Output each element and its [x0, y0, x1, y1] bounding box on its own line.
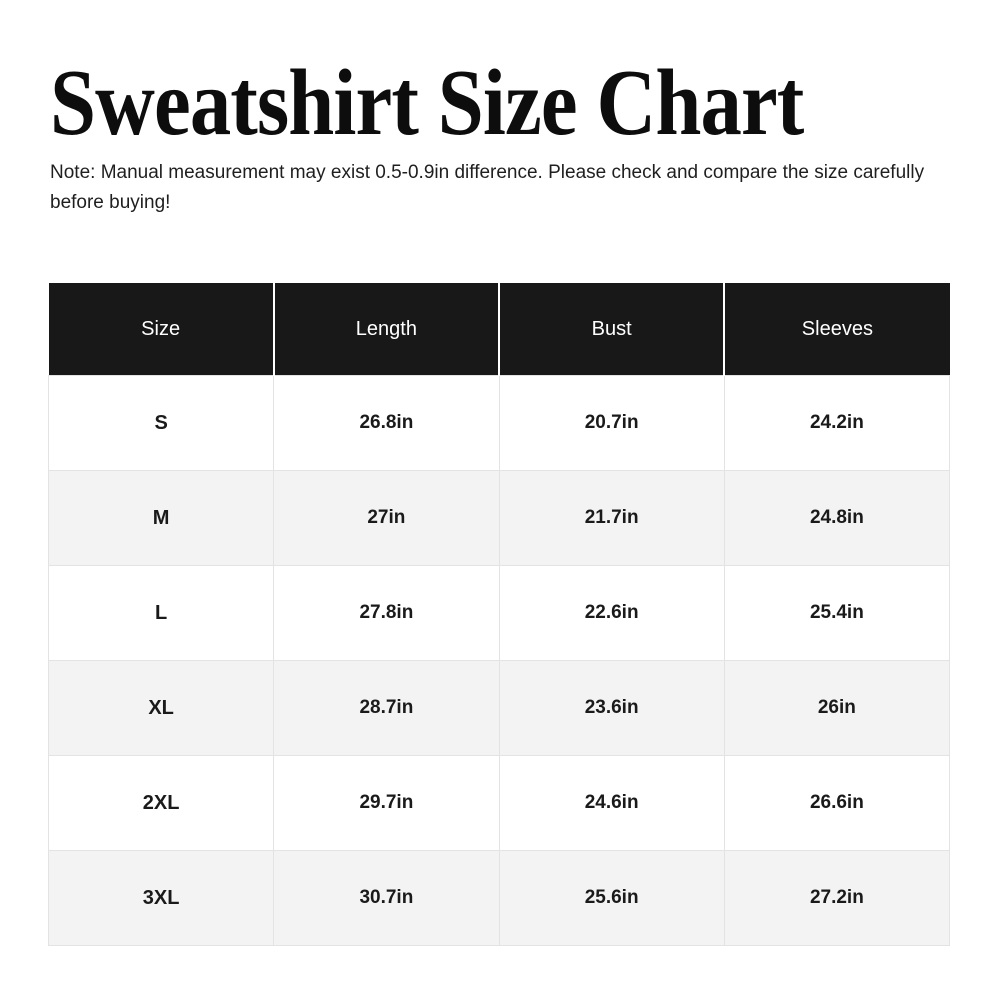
cell-size: 3XL: [49, 851, 274, 946]
cell-sleeves: 26.6in: [724, 756, 949, 851]
table-row-2xl: [49, 756, 950, 851]
table-header-row: [49, 283, 950, 376]
cell-sleeves: 24.2in: [724, 376, 949, 471]
table-row-3xl: [49, 851, 950, 946]
cell-bust: 22.6in: [499, 566, 724, 661]
cell-size: 2XL: [49, 756, 274, 851]
column-header-sleeves: Sleeves: [724, 283, 949, 376]
cell-length: 27.8in: [274, 566, 499, 661]
note-text: Note: Manual measurement may exist 0.5-0.9in difference. Please check and compare the size carefully before buying!: [50, 162, 925, 213]
cell-size: M: [49, 471, 274, 566]
cell-size: L: [49, 566, 274, 661]
table-row-m: [49, 471, 950, 566]
cell-bust: 24.6in: [499, 756, 724, 851]
cell-size: S: [49, 376, 274, 471]
cell-bust: 20.7in: [499, 376, 724, 471]
cell-sleeves: 24.8in: [724, 471, 949, 566]
cell-bust: 23.6in: [499, 661, 724, 756]
column-header-length: Length: [274, 283, 499, 376]
cell-sleeves: 25.4in: [724, 566, 949, 661]
cell-sleeves: 27.2in: [724, 851, 949, 946]
cell-bust: 25.6in: [499, 851, 724, 946]
column-header-size: Size: [49, 283, 274, 376]
cell-length: 26.8in: [274, 376, 499, 471]
page-title: Sweatshirt Size Chart: [50, 51, 804, 155]
table-header: [49, 283, 950, 376]
size-chart-table: [48, 283, 950, 946]
table-row-xl: [49, 661, 950, 756]
cell-sleeves: 26in: [724, 661, 949, 756]
cell-length: 27in: [274, 471, 499, 566]
cell-length: 30.7in: [274, 851, 499, 946]
cell-size: XL: [49, 661, 274, 756]
cell-bust: 21.7in: [499, 471, 724, 566]
table-row-l: [49, 566, 950, 661]
table-row-s: [49, 376, 950, 471]
table-body: [49, 376, 950, 946]
column-header-bust: Bust: [499, 283, 724, 376]
cell-length: 29.7in: [274, 756, 499, 851]
cell-length: 28.7in: [274, 661, 499, 756]
